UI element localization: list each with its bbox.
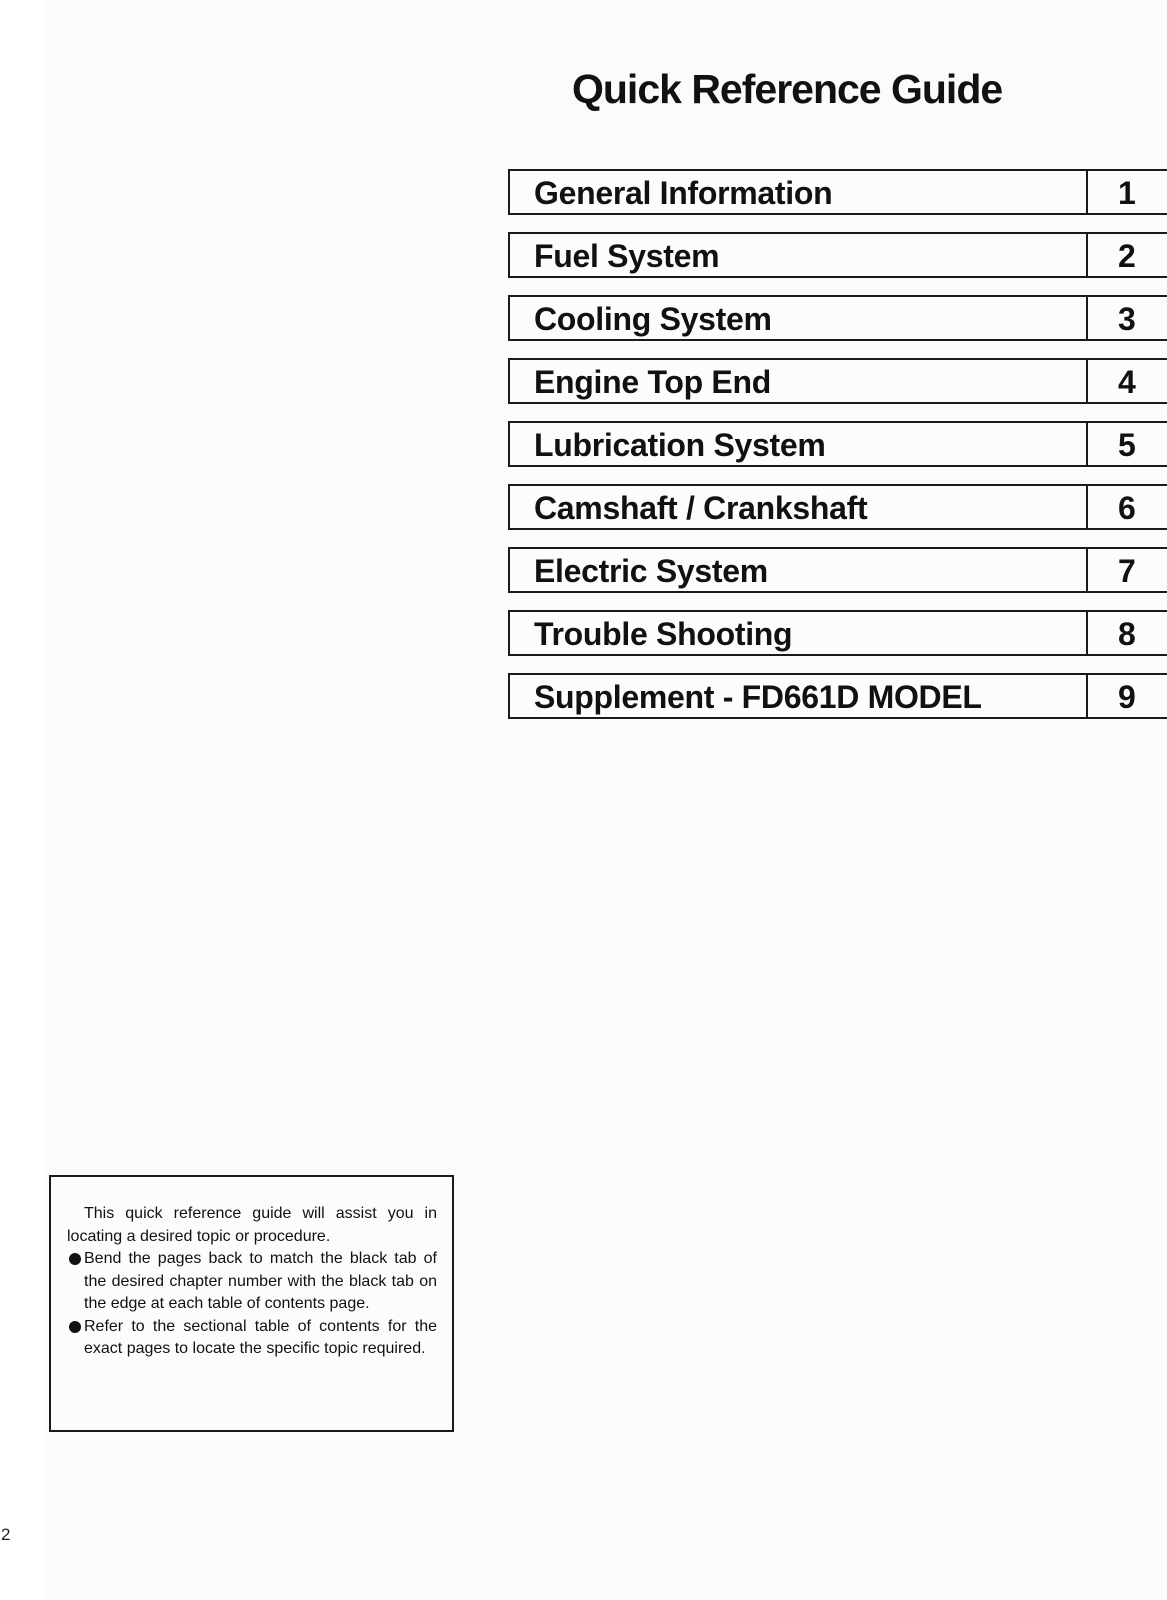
- chapter-number: 9: [1118, 679, 1136, 715]
- chapter-row-7[interactable]: [508, 547, 1167, 593]
- chapter-row-3[interactable]: [508, 295, 1167, 341]
- chapter-label-box: [508, 547, 1090, 593]
- note-intro: This quick reference guide will assist you in locating a desired topic or procedure.: [67, 1205, 437, 1245]
- chapter-tab[interactable]: [1086, 610, 1167, 656]
- chapter-label: Cooling System: [534, 301, 772, 337]
- note-bullet-item: [67, 1248, 437, 1316]
- chapter-row-8[interactable]: [508, 610, 1167, 656]
- chapter-row-9[interactable]: [508, 673, 1167, 719]
- chapter-number: 5: [1118, 427, 1136, 463]
- chapter-row-5[interactable]: [508, 421, 1167, 467]
- chapter-number: 7: [1118, 553, 1136, 589]
- chapter-label-box: [508, 358, 1090, 404]
- chapter-tab[interactable]: [1086, 421, 1167, 467]
- bullet-dot-icon: [69, 1253, 81, 1265]
- chapter-label-box: [508, 673, 1090, 719]
- chapter-label-box: [508, 484, 1090, 530]
- chapter-number: 1: [1118, 175, 1136, 211]
- chapter-tab[interactable]: [1086, 169, 1167, 215]
- chapter-row-4[interactable]: [508, 358, 1167, 404]
- chapter-label-box: [508, 421, 1090, 467]
- chapter-number: 3: [1118, 301, 1136, 337]
- note-bullet-item: [67, 1316, 437, 1361]
- chapter-number: 4: [1118, 364, 1136, 400]
- chapter-label-box: [508, 610, 1090, 656]
- chapter-tab[interactable]: [1086, 673, 1167, 719]
- chapter-number: 8: [1118, 616, 1136, 652]
- chapter-label: Trouble Shooting: [534, 616, 793, 652]
- chapter-label: Electric System: [534, 553, 768, 589]
- chapter-label-box: [508, 232, 1090, 278]
- chapter-label: Camshaft / Crankshaft: [534, 490, 868, 526]
- chapter-row-6[interactable]: [508, 484, 1167, 530]
- chapter-tab[interactable]: [1086, 295, 1167, 341]
- page-number: 2: [1, 1525, 11, 1544]
- chapter-label-box: [508, 169, 1090, 215]
- chapter-number: 6: [1118, 490, 1136, 526]
- note-bullet-text: Refer to the sectional table of contents for the exact pages to locate the specific topic required.: [84, 1317, 437, 1357]
- chapter-row-1[interactable]: [508, 169, 1167, 215]
- chapter-label: Fuel System: [534, 238, 720, 274]
- chapter-label: Lubrication System: [534, 427, 826, 463]
- chapter-tab[interactable]: [1086, 358, 1167, 404]
- chapter-tab[interactable]: [1086, 484, 1167, 530]
- chapter-row-2[interactable]: [508, 232, 1167, 278]
- chapter-label: Supplement - FD661D MODEL: [534, 679, 982, 715]
- chapter-label: Engine Top End: [534, 364, 771, 400]
- chapter-label: General Information: [534, 175, 833, 211]
- usage-note-text: [67, 1203, 437, 1361]
- chapter-tab[interactable]: [1086, 232, 1167, 278]
- page-title: Quick Reference Guide: [572, 66, 1003, 112]
- bullet-dot-icon: [69, 1321, 81, 1333]
- usage-note-box: [49, 1175, 454, 1432]
- chapter-number: 2: [1118, 238, 1136, 274]
- chapter-index: [508, 169, 1167, 736]
- note-bullet-text: Bend the pages back to match the black tab of the desired chapter number with the black tab on the edge at each table of contents page.: [84, 1250, 437, 1312]
- chapter-tab[interactable]: [1086, 547, 1167, 593]
- chapter-label-box: [508, 295, 1090, 341]
